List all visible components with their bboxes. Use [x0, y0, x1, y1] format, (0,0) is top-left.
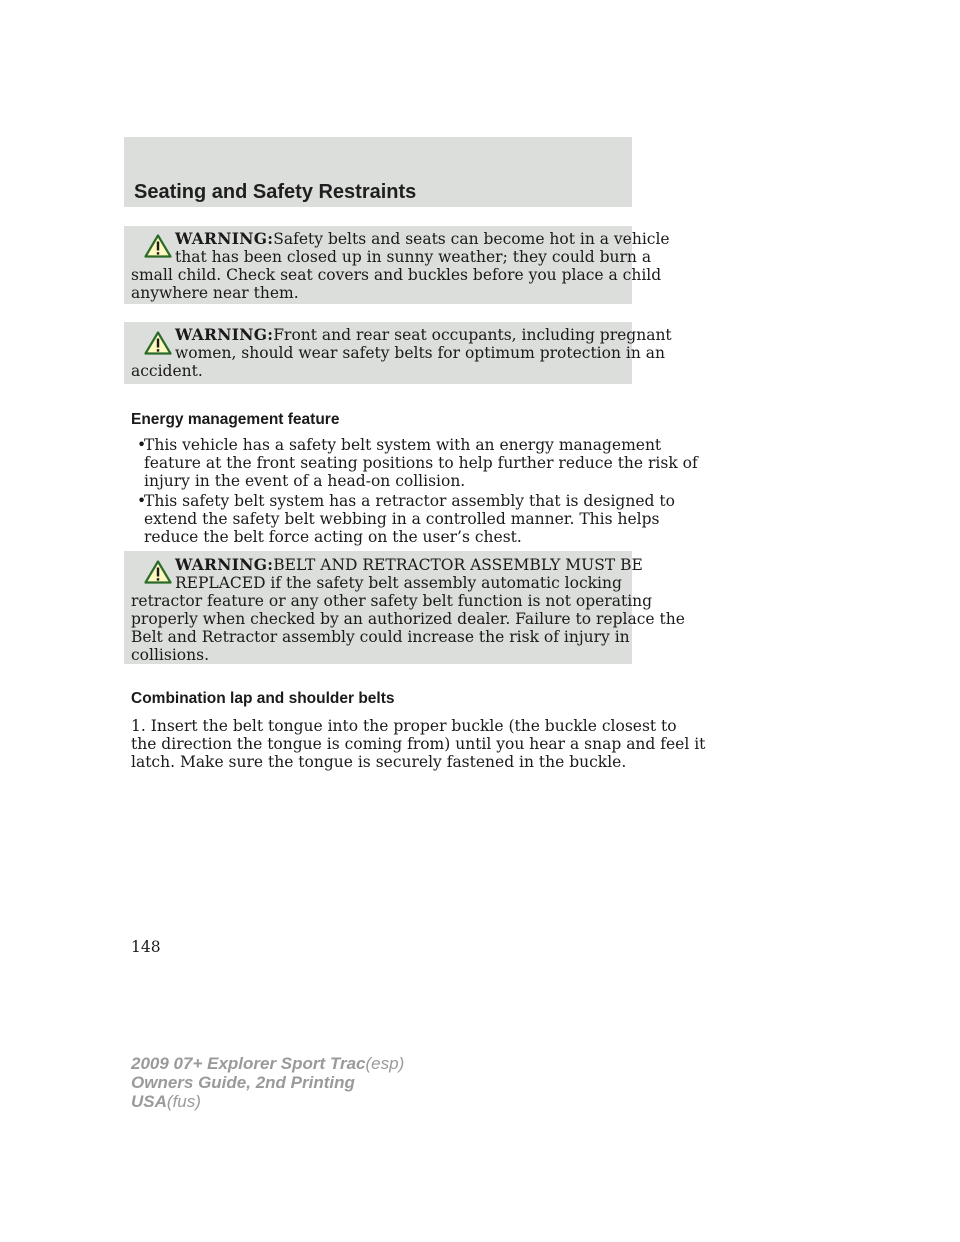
warning-text: Belt and Retractor assembly could increase the risk of injury in	[131, 628, 630, 646]
energy-bullet-2	[131, 492, 675, 546]
combination-paragraph	[131, 717, 705, 771]
warning-text: anywhere near them.	[131, 284, 299, 302]
warning-text: Front and rear seat occupants, including pregnant	[273, 326, 672, 344]
warning-label: WARNING:	[175, 229, 274, 248]
bullet-text: extend the safety belt webbing in a controlled manner. This helps	[144, 510, 660, 528]
warning-text: REPLACED if the safety belt assembly automatic locking	[175, 574, 622, 592]
warning-box-retractor	[124, 551, 685, 664]
paragraph-line: the direction the tongue is coming from) until you hear a snap and feel it	[131, 735, 706, 753]
warning-text: small child. Check seat covers and buckles before you place a child	[131, 266, 662, 284]
warning-text: Safety belts and seats can become hot in a vehicle	[273, 230, 670, 248]
paragraph-line: latch. Make sure the tongue is securely fastened in the buckle.	[131, 753, 627, 771]
warning-label: WARNING:	[175, 325, 274, 344]
paragraph-line: 1. Insert the belt tongue into the proper buckle (the buckle closest to	[131, 717, 677, 735]
footer-code: (fus)	[166, 1092, 201, 1111]
warning-triangle-icon	[144, 331, 172, 355]
warning-text: women, should wear safety belts for optimum protection in an	[175, 344, 665, 362]
warning-text: BELT AND RETRACTOR ASSEMBLY MUST BE	[273, 556, 643, 574]
page-number: 148	[131, 938, 161, 956]
footer-guide: Owners Guide, 2nd Printing	[131, 1073, 355, 1092]
bullet-text: This safety belt system has a retractor assembly that is designed to	[144, 492, 675, 510]
warning-text: collisions.	[131, 646, 209, 664]
footer-code: (esp)	[365, 1054, 405, 1073]
warning-box-hot-seats	[124, 226, 670, 304]
section-title: Seating and Safety Restraints	[134, 181, 417, 203]
bullet-text: This vehicle has a safety belt system with an energy management	[144, 436, 662, 454]
energy-heading: Energy management feature	[131, 411, 340, 428]
warning-box-occupants	[124, 322, 672, 384]
warning-label: WARNING:	[175, 555, 274, 574]
footer-market: USA	[131, 1092, 167, 1111]
energy-bullet-1	[131, 436, 698, 490]
section-header	[124, 137, 632, 207]
warning-text: properly when checked by an authorized dealer. Failure to replace the	[131, 610, 685, 628]
warning-triangle-icon	[144, 560, 172, 584]
warning-triangle-icon	[144, 234, 172, 258]
warning-text: retractor feature or any other safety belt function is not operating	[131, 592, 653, 610]
bullet-text: feature at the front seating positions to help further reduce the risk of	[144, 454, 698, 472]
bullet-icon: •	[137, 436, 147, 454]
footer-model: 2009 07+ Explorer Sport Trac	[131, 1054, 366, 1073]
bullet-text: reduce the belt force acting on the user’s chest.	[144, 528, 522, 546]
warning-text: accident.	[131, 362, 203, 380]
bullet-icon: •	[137, 492, 147, 510]
bullet-text: injury in the event of a head-on collision.	[144, 472, 466, 490]
document-footer	[131, 1054, 404, 1111]
warning-text: that has been closed up in sunny weather; they could burn a	[175, 248, 652, 266]
combination-heading: Combination lap and shoulder belts	[131, 690, 395, 707]
